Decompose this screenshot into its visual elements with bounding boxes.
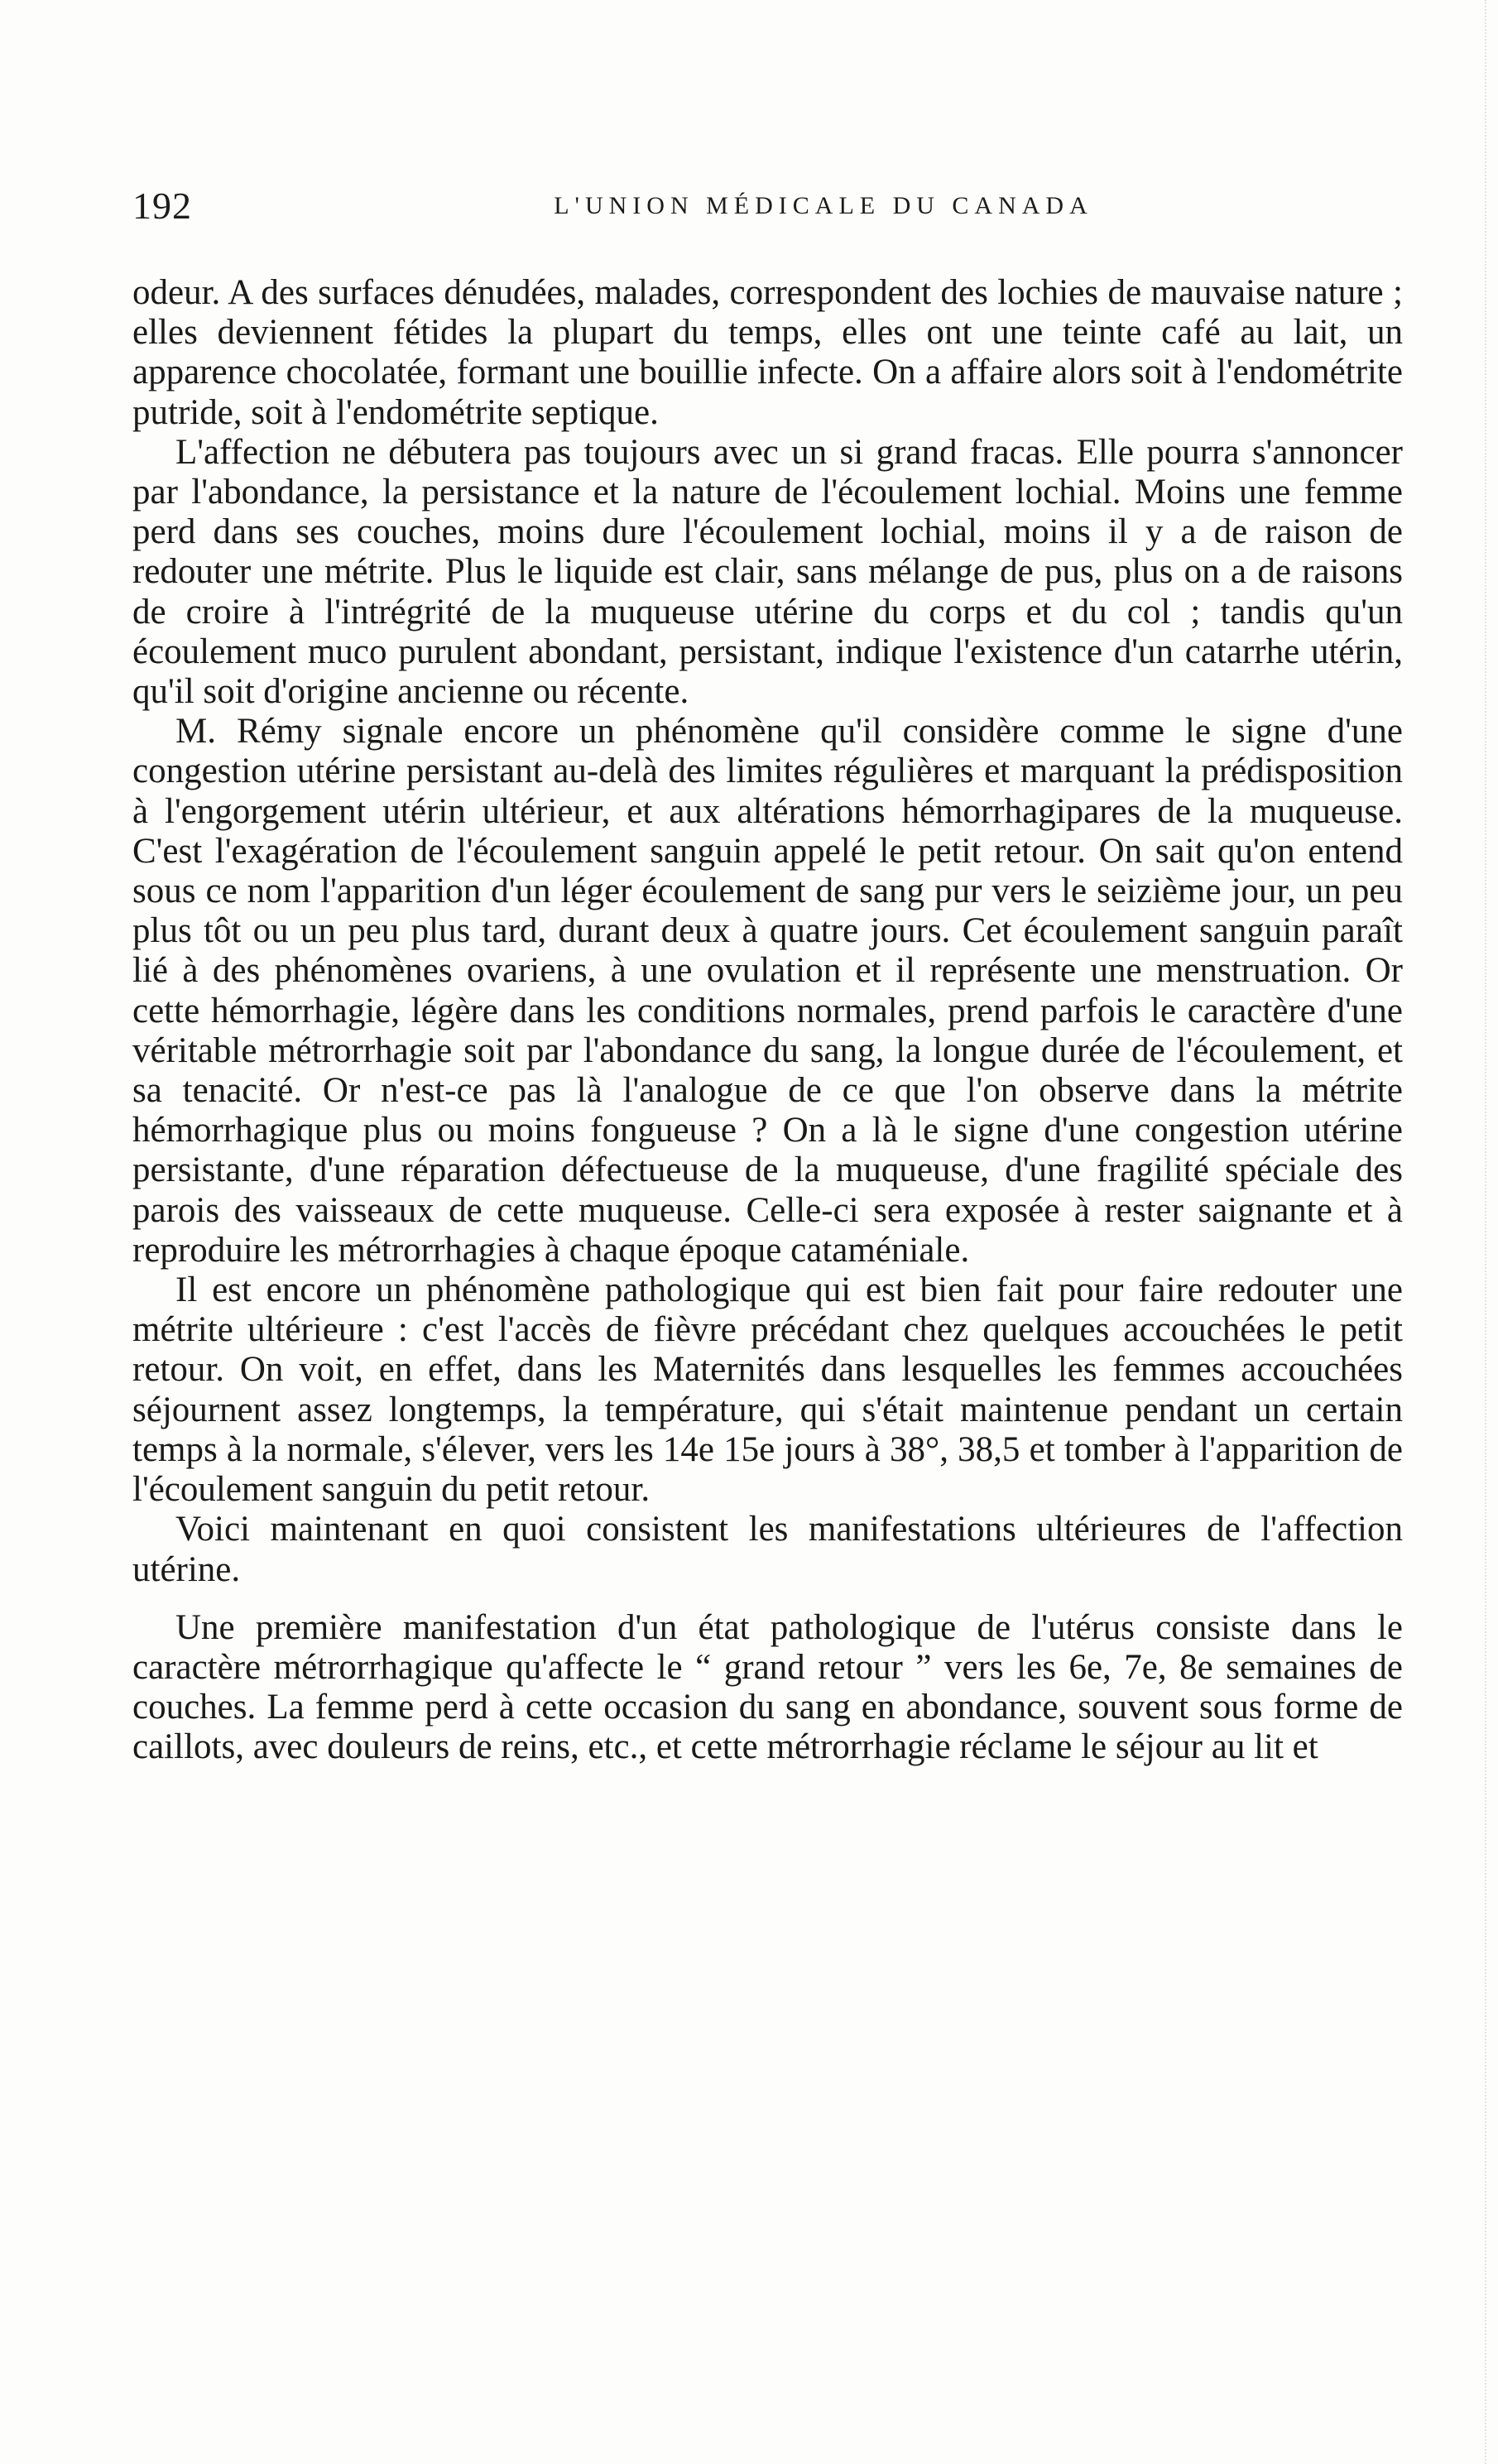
- paragraph-6: Une première manifestation d'un état pathologique de l'utérus consiste dans le caractère métrorrhagique qu'affecte le “ grand retour ” vers les 6e, 7e, 8e semaines de couches. La femme perd à cette occasion du sang en abondance, souvent sous forme de caillots, avec douleurs de reins, etc., et cette métrorrhagie réclame le séjour au lit et: [132, 1607, 1403, 1767]
- page-number: 192: [132, 185, 192, 227]
- paragraph-2: L'affection ne débutera pas toujours avec un si grand fracas. Elle pourra s'annoncer par l'abondance, la persistance et la nature de l'écoulement lochial. Moins une femme perd dans ses couches, moins dure l'écoulement lochial, moins il y a de raison de redouter une métrite. Plus le liquide est clair, sans mélange de pus, plus on a de raisons de croire à l'intrégrité de la muqueuse utérine du corps et du col ; tandis qu'un écoulement muco purulent abondant, persistant, indique l'existence d'un catarrhe utérin, qu'il soit d'origine ancienne ou récente.: [132, 432, 1403, 712]
- paragraph-5: Voici maintenant en quoi consistent les manifestations ultérieures de l'affection utérine.: [132, 1510, 1403, 1589]
- scan-edge-mark: [1483, 0, 1486, 2464]
- body-text: [132, 273, 1403, 1768]
- running-head: L'UNION MÉDICALE DU CANADA: [554, 192, 1093, 219]
- paragraph-4: Il est encore un phénomène pathologique qui est bien fait pour faire redouter une métrite ultérieure : c'est l'accès de fièvre précédant chez quelques accouchées le petit retour. On voit, en effet, dans les Maternités dans lesquelles les femmes accouchées séjournent assez longtemps, la température, qui s'était maintenue pendant un certain temps à la normale, s'élever, vers les 14e 15e jours à 38°, 38,5 et tomber à l'apparition de l'écoulement sanguin du petit retour.: [132, 1270, 1403, 1510]
- paragraph-1: odeur. A des surfaces dénudées, malades, correspondent des lochies de mauvaise nature ; elles deviennent fétides la plupart du temps, elles ont une teinte café au lait, un apparence chocolatée, formant une bouillie infecte. On a affaire alors soit à l'endométrite putride, soit à l'endométrite septique.: [132, 273, 1403, 432]
- page-header: [132, 184, 1415, 242]
- paragraph-3: M. Rémy signale encore un phénomène qu'il considère comme le signe d'une congestion utérine persistant au-delà des limites régulières et marquant la prédisposition à l'engorgement utérin ultérieur, et aux altérations hémorrhagipares de la muqueuse. C'est l'exagération de l'écoulement sanguin appelé le petit retour. On sait qu'on entend sous ce nom l'apparition d'un léger écoulement de sang pur vers le seizième jour, un peu plus tôt ou un peu plus tard, durant deux à quatre jours. Cet écoulement sanguin paraît lié à des phénomènes ovariens, à une ovulation et il représente une menstruation. Or cette hémorrhagie, légère dans les conditions normales, prend parfois le caractère d'une véritable métrorrhagie soit par l'abondance du sang, la longue durée de l'écoulement, et sa tenacité. Or n'est-ce pas là l'analogue de ce que l'on observe dans la métrite hémorrhagique plus ou moins fongueuse ? On a là le signe d'une congestion utérine persistante, d'une réparation défectueuse de la muqueuse, d'une fragilité spéciale des parois des vaisseaux de cette muqueuse. Celle-ci sera exposée à rester saignante et à reproduire les métrorrhagies à chaque époque cataméniale.: [132, 712, 1403, 1270]
